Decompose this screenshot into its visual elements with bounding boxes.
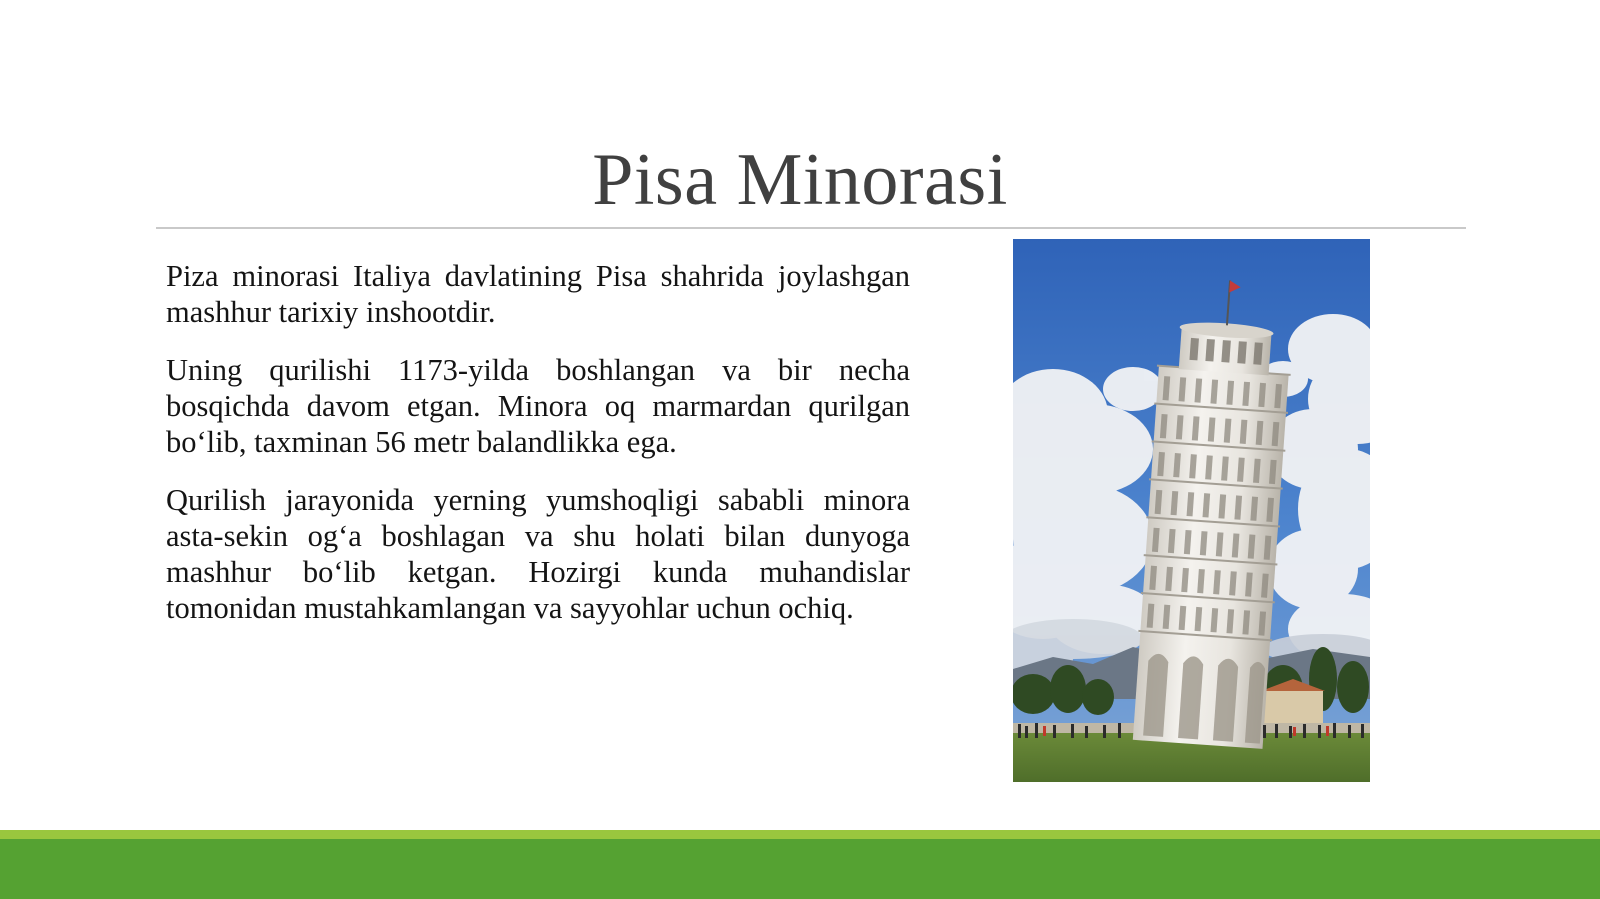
paragraph-3: Qurilish jarayonida yerning yumshoqligi sababli minora asta-sekin og‘a boshlagan va shu holati bilan dunyoga mashhur bo‘lib ketgan. Hozirgi kunda muhandislar tomonidan mustahkamlangan va sayyohlar uchun ochiq.: [166, 483, 910, 625]
paragraph-1: Piza minorasi Italiya davlatining Pisa shahrida joylashgan mashhur tarixiy inshootdir.: [166, 259, 910, 329]
footer-accent-light: [0, 830, 1600, 839]
paragraph-2: Uning qurilishi 1173-yilda boshlangan va bir necha bosqichda davom etgan. Minora oq marmardan qurilgan bo‘lib, taxminan 56 metr balandlikka ega.: [166, 353, 910, 459]
body-text: [166, 258, 910, 648]
title-divider: [156, 227, 1466, 229]
slide-title: Pisa Minorasi: [592, 139, 1008, 221]
footer-accent-dark: [0, 839, 1600, 899]
tower-photo: [1013, 239, 1370, 782]
